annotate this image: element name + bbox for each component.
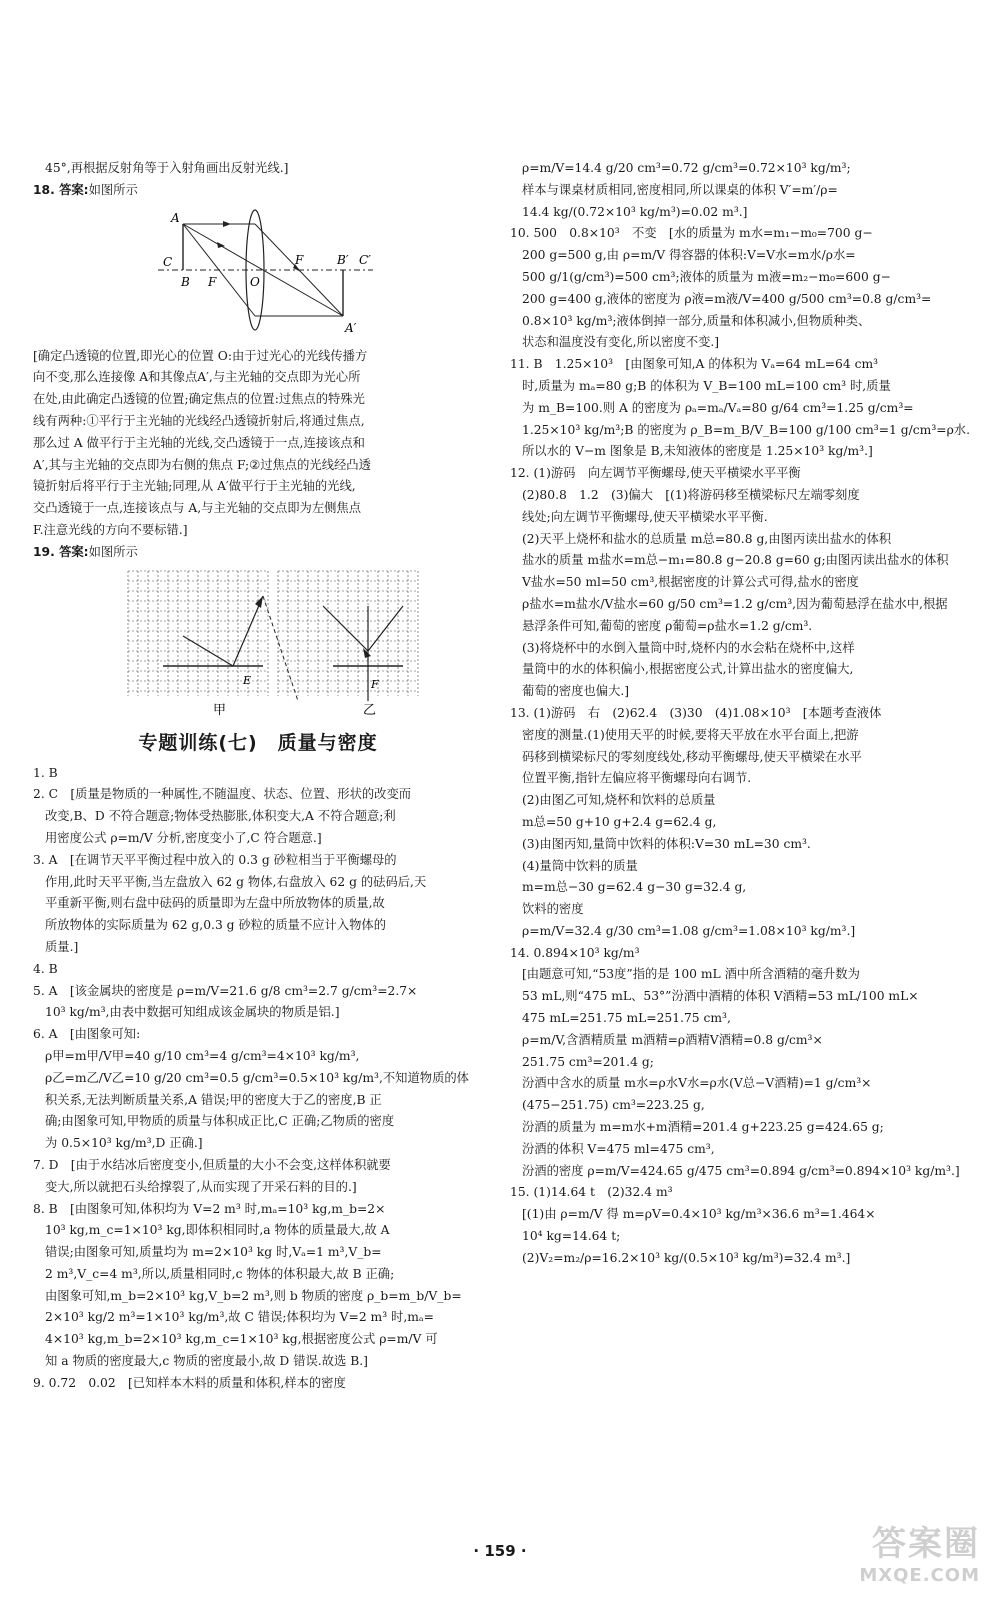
answer-line: 14. 0.894×10³ kg/m³ [510,945,640,960]
answer-continuation-line: 200 g=400 g,液体的密度为 ρ液=m液/V=400 g/500 cm³=0.8 g/cm³= [522,291,932,306]
answer-line: 1. B [33,765,58,780]
answer-line: 3. A [在调节天平平衡过程中放入的 0.3 g 砂粒相当于平衡螺母的 [33,852,397,867]
q17-tail-line: 45°,再根据反射角等于入射角画出反射光线.] [45,161,289,175]
answer-continuation-line: 2 m³,V_c=4 m³,所以,质量相同时,c 物体的体积最大,故 B 正确; [45,1266,395,1281]
label-B: B [181,274,190,289]
answer-continuation-line: V盐水=50 ml=50 cm³,根据密度的计算公式可得,盐水的密度 [522,575,859,590]
answer-continuation-line: 1.25×10³ kg/m³;B 的密度为 ρ_B=m_B/V_B=100 g/100 cm³=1 g/cm³=ρ水. [522,422,970,437]
answer-continuation-line: 线处;向左调节平衡螺母,使天平横梁水平平衡. [522,509,768,524]
answer-continuation-line: 盐水的质量 m盐水=m总−m₁=80.8 g−20.8 g=60 g;由图丙读出盐水的体积 [522,553,949,568]
q18-explanation-line: 向不变,那么连接像 A和其像点A′,与主光轴的交点即为光心所 [33,370,361,385]
label-C-prime: C′ [359,252,371,267]
answer-continuation-line: 200 g=500 g,由 ρ=m/V 得容器的体积:V=V水=m水/ρ水= [522,248,856,263]
answer-continuation-line: 14.4 kg/(0.72×10³ kg/m³)=0.02 m³.] [522,204,748,219]
section-title: 专题训练(七) 质量与密度 [138,731,378,754]
answer-continuation-line: (2)80.8 1.2 (3)偏大 [(1)将游码移至横梁标尺左端零刻度 [522,487,860,502]
answer-line: 11. B 1.25×10³ [由图象可知,A 的体积为 Vₐ=64 mL=64 cm³ [510,357,879,372]
answer-continuation-line: 积关系,无法判断质量关系,A 错误;甲的密度大于乙的密度,B 正 [45,1092,382,1107]
answer-continuation-line: 所放物体的实际质量为 62 g,0.3 g 砂粒的质量不应计入物体的 [45,918,387,933]
answer-continuation-line: 汾酒的质量为 m=m水+m酒精=201.4 g+223.25 g=424.65 g; [522,1120,884,1135]
caption-jia: 甲 [213,702,227,716]
answer-continuation-line: ρ=m/V=32.4 g/30 cm³=1.08 g/cm³=1.08×10³ kg/m³.] [522,923,856,938]
answer-continuation-line: 状态和温度没有变化,所以密度不变.] [522,335,720,350]
grid-right [278,571,418,696]
label-F-left: F [208,274,217,289]
label-A-prime: A′ [345,320,357,335]
answer-continuation-line: 葡萄的密度也偏大.] [522,684,630,699]
answers-list-right [510,158,970,1270]
ray-right-1 [323,606,368,651]
answer-continuation-line: ρ盐水=m盐水/V盐水=60 g/50 cm³=1.2 g/cm³,因为葡萄悬浮在盐水中,根据 [522,596,948,611]
label-A: A [171,210,180,225]
answer-continuation-line: 由图象可知,m_b=2×10³ kg,V_b=2 m³,则 b 物质的密度 ρ_b=m_b/V_b= [45,1288,462,1303]
answer-continuation-line: 汾酒中含水的质量 m水=ρ水V水=ρ水(V总−V酒精)=1 g/cm³× [522,1076,872,1091]
answer-continuation-line: (2)V₂=m₂/ρ=16.2×10³ kg/(0.5×10³ kg/m³)=32.4 m³.] [522,1250,851,1265]
answer-continuation-line: 码移到横梁标尺的零刻度线处,移动平衡螺母,使天平横梁在水平 [522,749,862,764]
caption-yi: 乙 [363,702,377,716]
answer-continuation-line: 为 m_B=100.则 A 的密度为 ρₐ=mₐ/Vₐ=80 g/64 cm³=1.25 g/cm³= [522,400,914,415]
q18-label: 18. 答案: [33,182,89,197]
answer-line: 2. C [质量是物质的一种属性,不随温度、状态、位置、形状的改变而 [33,787,412,802]
answer-continuation-line: 用密度公式 ρ=m/V 分析,密度变小了,C 符合题意.] [45,830,322,845]
answer-continuation-line: ρ=m/V=14.4 g/20 cm³=0.72 g/cm³=0.72×10³ kg/m³; [522,161,851,175]
answer-continuation-line: (4)量筒中饮料的质量 [522,858,638,873]
answer-continuation-line: 悬浮条件可知,葡萄的密度 ρ葡萄=ρ盐水=1.2 g/cm³. [522,618,813,633]
label-F-right: F [295,252,304,267]
watermark-url: MXQE.COM [859,1565,980,1586]
answer-continuation-line: m总=50 g+10 g+2.4 g=62.4 g, [522,814,717,829]
answer-line: 4. B [33,961,58,976]
watermark-logo-text: 答案圈 [872,1524,980,1564]
answer-line: 10. 500 0.8×10³ 不变 [水的质量为 m水=m₁−m₀=700 g− [510,226,873,241]
answer-continuation-line: 平重新平衡,则右盘中砝码的质量即为左盘中所放物体的质量,故 [45,896,385,911]
answer-continuation-line: 500 g/1(g/cm³)=500 cm³;液体的质量为 m液=m₂−m₀=600 g− [522,269,891,284]
answer-continuation-line: 作用,此时天平平衡,当左盘放入 62 g 物体,右盘放入 62 g 的砝码后,天 [45,874,427,889]
answer-continuation-line: 4×10³ kg,m_b=2×10³ kg,m_c=1×10³ kg,根据密度公式 ρ=m/V 可 [45,1332,438,1347]
answer-line: 6. A [由图象可知: [33,1027,141,1042]
answer-continuation-line: 0.8×10³ kg/m³;液体倒掉一部分,质量和体积减小,但物质种类、 [522,313,871,328]
answer-line: 8. B [由图象可知,体积均为 V=2 m³ 时,mₐ=10³ kg,m_b=2× [33,1201,386,1216]
answer-continuation-line: (2)天平上烧杯和盐水的总质量 m总=80.8 g,由图丙读出盐水的体积 [522,531,892,546]
answer-continuation-line: 密度的测量.(1)使用天平的时候,要将天平放在水平台面上,把游 [522,727,859,742]
answer-line: 7. D [由于水结冰后密度变小,但质量的大小不会变,这样体积就要 [33,1157,391,1172]
answer-continuation-line: 饮料的密度 [522,902,584,917]
answer-continuation-line: m=m总−30 g=62.4 g−30 g=32.4 g, [522,880,747,895]
answer-continuation-line: 位置平衡,指针左偏应将平衡螺母向右调节. [522,771,752,786]
answer-continuation-line: 量筒中的水的体积偏小,根据密度公式,计算出盐水的密度偏大, [522,662,854,677]
answer-continuation-line: 汾酒的密度 ρ=m/V=424.65 g/475 cm³=0.894 g/cm³=0.894×10³ kg/m³.] [522,1163,960,1178]
answer-line: 9. 0.72 0.02 [已知样本木料的质量和体积,样本的密度 [33,1375,346,1390]
q18-explanation-line: [确定凸透镜的位置,即光心的位置 O:由于过光心的光线传播方 [33,348,368,363]
q18-explanation-line: A′,其与主光轴的交点即为右侧的焦点 F;②过焦点的光线经凸透 [33,457,371,472]
label-E: E [243,673,252,687]
answer-continuation-line: 质量.] [45,939,79,954]
answer-continuation-line: 为 0.5×10³ kg/m³,D 正确.] [45,1136,203,1151]
answer-continuation-line: 251.75 cm³=201.4 g; [522,1054,654,1069]
answer-line: 13. (1)游码 右 (2)62.4 (3)30 (4)1.08×10³ [本题考查液体 [510,705,882,720]
grid-mirror-diagram [33,566,483,716]
right-column [510,158,970,1270]
answer-continuation-line: ρ甲=m甲/V甲=40 g/10 cm³=4 g/cm³=4×10³ kg/m³, [45,1048,360,1063]
answer-continuation-line: (3)由图丙知,量筒中饮料的体积:V=30 mL=30 cm³. [522,836,811,851]
answer-continuation-line: [由题意可知,“53度”指的是 100 mL 酒中所含酒精的毫升数为 [522,967,860,982]
answer-continuation-line: 错误;由图象可知,质量均为 m=2×10³ kg 时,Vₐ=1 m³,V_b= [45,1245,382,1260]
answer-continuation-line: 10³ kg,m_c=1×10³ kg,即体积相同时,a 物体的质量最大,故 A [45,1223,390,1238]
answer-continuation-line: 所以水的 V−m 图象是 B,未知液体的密度是 1.25×10³ kg/m³.] [522,444,873,459]
q18-header [33,180,483,202]
q18-explanation-line: 镜折射后将平行于主光轴;同理,从 A′做平行于主光轴的光线, [33,479,356,494]
answer-line: 5. A [该金属块的密度是 ρ=m/V=21.6 g/8 cm³=2.7 g/cm³=2.7× [33,983,418,998]
watermark [859,1516,980,1586]
answer-continuation-line: 475 mL=251.75 mL=251.75 cm³, [522,1011,731,1026]
answer-line: 12. (1)游码 向左调节平衡螺母,使天平横梁水平平衡 [510,466,801,481]
q18-explanation-line: F.注意光线的方向不要标错.] [33,522,188,537]
q19-header [33,542,483,564]
q18-explanation-line: 那么过 A 做平行于主光轴的光线,交凸透镜于一点,连接该点和 [33,435,365,450]
label-B-prime: B′ [337,252,349,267]
answer-line: 15. (1)14.64 t (2)32.4 m³ [510,1185,673,1200]
q18-text: 如图所示 [88,182,138,197]
arrowhead-1 [223,221,231,227]
answer-continuation-line: 2×10³ kg/2 m³=1×10³ kg/m³,故 C 错误;体积均为 V=2 m³ 时,mₐ= [45,1310,434,1325]
answer-continuation-line: 样本与课桌材质相同,密度相同,所以课桌的体积 V′=m′/ρ= [522,182,838,197]
answers-list [33,763,483,1395]
label-O: O [250,274,260,289]
q18-explanation-line: 在处,由此确定凸透镜的位置;确定焦点的位置:过焦点的特殊光 [33,392,365,407]
page-number: · 159 · [473,1542,527,1560]
answer-continuation-line: 10⁴ kg=14.64 t; [522,1229,621,1244]
left-column [33,158,483,1395]
answer-continuation-line: ρ=m/V,含酒精质量 m酒精=ρ酒精V酒精=0.8 g/cm³× [522,1032,823,1047]
label-C: C [163,254,173,269]
answer-continuation-line: ρ乙=m乙/V乙=10 g/20 cm³=0.5 g/cm³=0.5×10³ kg/m³,不知道物质的体 [45,1070,469,1085]
arrowhead-left [255,596,263,608]
q19-label: 19. 答案: [33,544,89,559]
lens-ray-diagram [33,204,483,344]
answer-continuation-line: 变大,所以就把石头给撑裂了,从而实现了开采石料的目的.] [45,1179,357,1194]
answer-continuation-line: 时,质量为 mₐ=80 g;B 的体积为 V_B=100 mL=100 cm³ 时,质量 [522,378,891,393]
answer-continuation-line: 53 mL,则“475 mL、53°”汾酒中酒精的体积 V酒精=53 mL/100 mL× [522,989,919,1004]
answer-continuation-line: (475−251.75) cm³=223.25 g, [522,1098,705,1113]
q18-explanation-line: 交凸透镜于一点,连接该点与 A,与主光轴的交点即为左侧焦点 [33,501,362,516]
q19-text: 如图所示 [88,544,138,559]
label-F: F [371,677,379,691]
answer-continuation-line: [(1)由 ρ=m/V 得 m=ρV=0.4×10³ kg/m³×36.6 m³=1.464× [522,1207,876,1222]
answer-continuation-line: 改变,B、D 不符合题意;物体受热膨胀,体积变大,A 不符合题意;利 [45,809,396,824]
q18-explanation-line: 线有两种:①平行于主光轴的光线经凸透镜折射后,将通过焦点, [33,413,365,428]
answer-continuation-line: (3)将烧杯中的水倒入量筒中时,烧杯内的水会粘在烧杯中,这样 [522,640,855,655]
answer-continuation-line: 汾酒的体积 V=475 ml=475 cm³, [522,1141,715,1156]
answer-continuation-line: 10³ kg/m³,由表中数据可知组成该金属块的物质是铝.] [45,1005,340,1020]
answer-continuation-line: 知 a 物质的密度最大,c 物质的密度最小,故 D 错误.故选 B.] [45,1354,368,1369]
answer-continuation-line: 确;由图象可知,甲物质的质量与体积成正比,C 正确;乙物质的密度 [45,1114,395,1129]
answer-continuation-line: (2)由图乙可知,烧杯和饮料的总质量 [522,793,716,808]
